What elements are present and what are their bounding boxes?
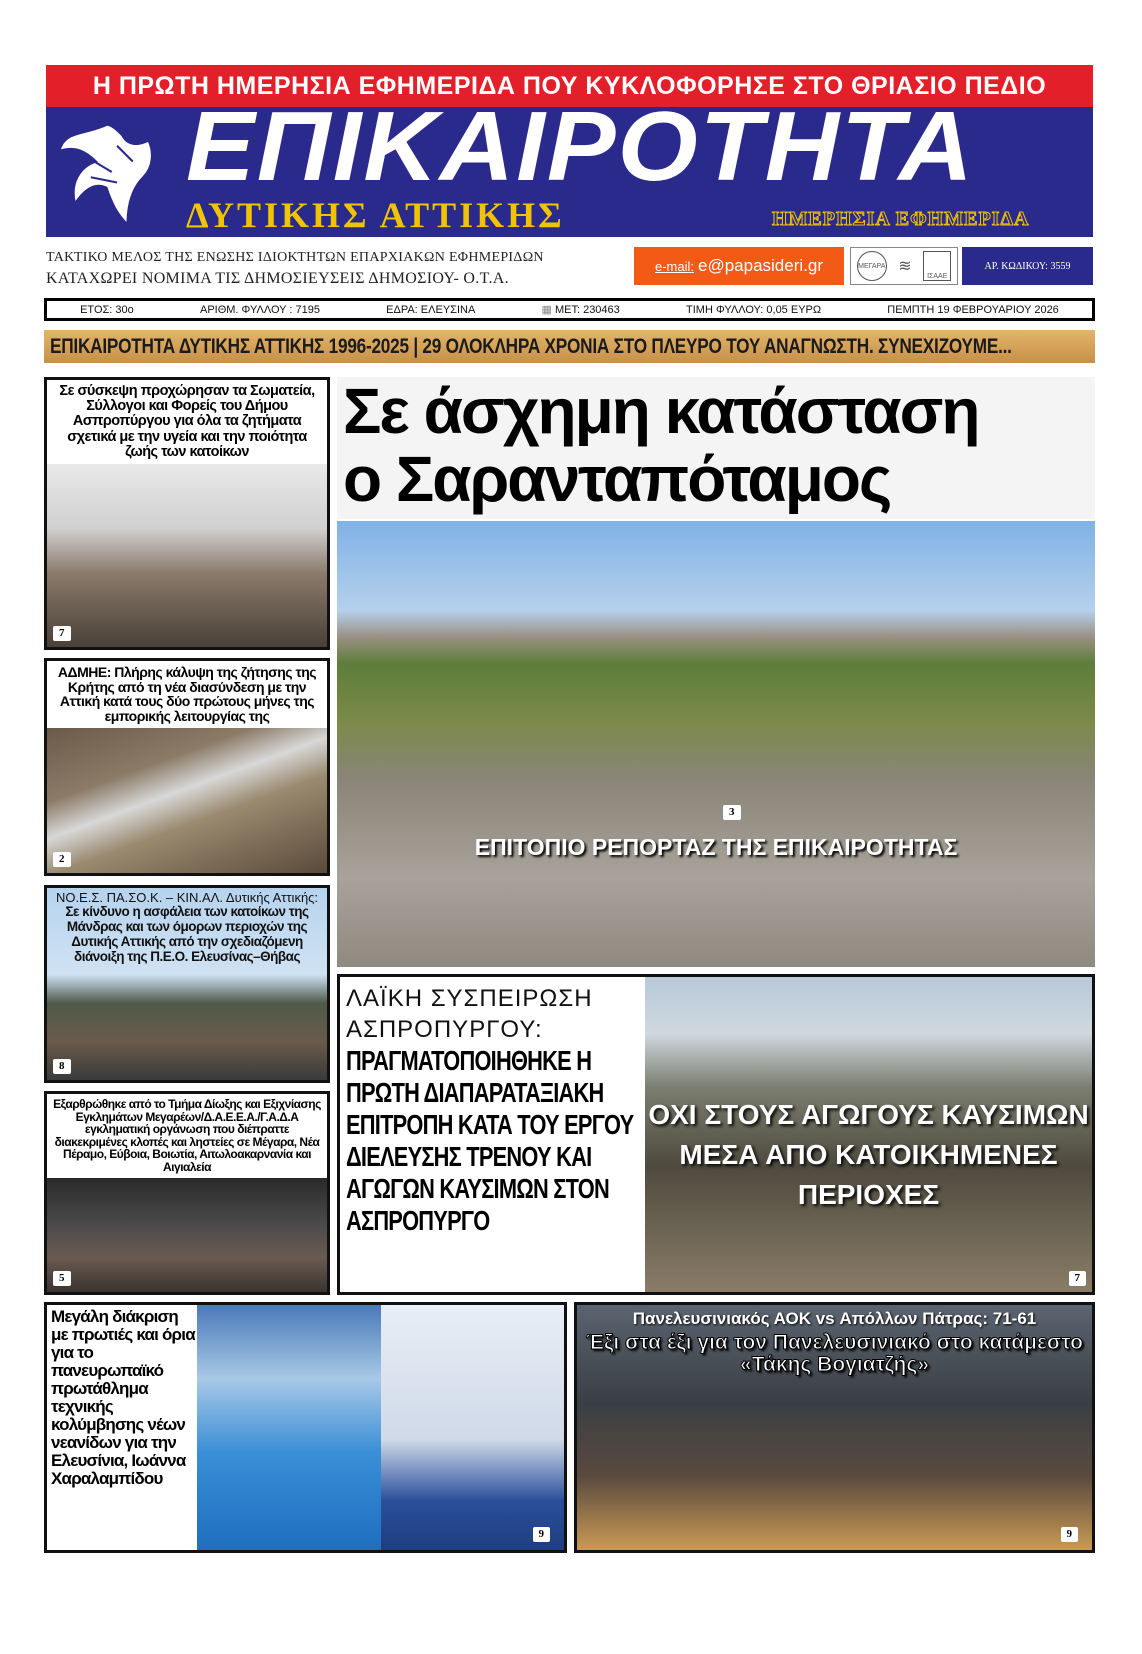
article-kicker: ΛΑΪΚΗ ΣΥΣΠΕΙΡΩΣΗ ΑΣΠΡΟΠΥΡΓΟΥ:: [346, 985, 593, 1043]
stamp-isaae-icon: ΙΣΑΑΕ: [923, 251, 951, 281]
substation-photo: [47, 728, 327, 873]
date: ΠΕΜΠΤΗ 19 ΦΕΒΡΟΥΑΡΙΟΥ 2026: [887, 303, 1059, 316]
seat: ΕΔΡΑ: ΕΛΕΥΣΙΝΑ: [386, 303, 476, 316]
stamps: [850, 247, 958, 285]
code-box: ΑΡ. ΚΩΔΙΚΟΥ: 3559: [962, 247, 1093, 285]
met-number: [542, 303, 620, 316]
waves-icon: ≋: [898, 258, 912, 275]
pipeline-article[interactable]: [337, 974, 1095, 1295]
newspaper-subtitle: ΔΥΤΙΚΗΣ ΑΤΤΙΚΗΣ: [186, 195, 565, 235]
issue-meta-bar: [44, 298, 1095, 321]
email-box[interactable]: [634, 247, 844, 285]
masthead: [46, 107, 1093, 237]
issue-number: ΑΡΙΘΜ. ΦΥΛΛΟΥ : 7195: [199, 303, 320, 316]
article-headline: Μεγάλη διάκριση με πρωτιές και όρια για το πανευρωπαϊκό πρωτάθλημα τεχνικής κολύμβησης νέων νεανίδων για την Ελευσίνια, Ιωάννα Χαραλαμπίδου: [51, 1307, 195, 1488]
photo-caption: ΟΧΙ ΣΤΟΥΣ ΑΓΩΓΟΥΣ ΚΑΥΣΙΜΩΝ ΜΕΣΑ ΑΠΟ ΚΑΤΟΙΚΗΜΕΝΕΣ ΠΕΡΙΟΧΕΣ: [648, 1099, 1089, 1210]
article-headline: Σε σύσκεψη προχώρησαν τα Σωματεία, Σύλλογοι και Φορείς του Δήμου Ασπροπύργου για όλα τα ζητήματα σχετικά με την υγεία και την ποιότητα ζωής των κατοίκων: [47, 380, 327, 464]
article-headline: ΑΔΜΗΕ: Πλήρης κάλυψη της ζήτησης της Κρήτης από τη νέα διασύνδεση με την Αττική κατά τους δύο πρώτους μήνες της εμπορικής λειτουργίας της: [47, 661, 327, 728]
article-headline: Έξι στα έξι για τον Πανελευσινιακό στο κατάμεστο «Τάκης Βογιατζής»: [586, 1331, 1083, 1376]
photo-caption: ΕΠΙΤΟΠΙΟ ΡΕΠΟΡΤΑΖ ΤΗΣ ΕΠΙΚΑΙΡΟΤΗΤΑΣ: [474, 834, 958, 860]
stamp-megara-icon: ΜΕΓΑΡΑ: [857, 251, 887, 281]
tagline: Η ΠΡΩΤΗ ΗΜΕΡΗΣΙΑ ΕΦΗΜΕΡΙΔΑ ΠΟΥ ΚΥΚΛΟΦΟΡΗΣΕ ΣΤΟ ΘΡΙΑΣΙΟ ΠΕΔΙΟ: [92, 71, 1047, 100]
article-headline: Σε κίνδυνο η ασφάλεια των κατοίκων της Μάνδρας και των όμορων περιοχών της Δυτικής Αττικής από την σχεδιαζόμενη διάνοιξη της Π.Ε.Ο. Ελευσίνας–Θήβας: [65, 904, 309, 964]
score-line: Πανελευσινιακός ΑΟΚ vs Απόλλων Πάτρας: 71-61: [632, 1309, 1037, 1328]
page-number: 9: [1061, 1527, 1079, 1542]
sidebar-article-2[interactable]: [44, 658, 330, 876]
info-row: [46, 247, 1093, 293]
lead-headline-line1: Σε άσχημη κατάσταση: [343, 375, 979, 447]
swimmer-pool-photo: [197, 1305, 381, 1550]
lead-headline[interactable]: [337, 377, 1095, 519]
sidebar-article-3[interactable]: [44, 885, 330, 1083]
seized-items-photo: [47, 1178, 327, 1292]
pipeline-photo: [645, 977, 1092, 1292]
page-number: 8: [53, 1059, 71, 1074]
page-number: 2: [53, 852, 71, 867]
anniversary-banner: [44, 330, 1095, 363]
daily-label: ΗΜΕΡΗΣΙΑ ΕΦΗΜΕΡΙΔΑ: [772, 208, 1030, 230]
article-headline: ΠΡΑΓΜΑΤΟΠΟΙΗΘΗΚΕ Η ΠΡΩΤΗ ΔΙΑΠΑΡΑΤΑΞΙΑΚΗ ΕΠΙΤΡΟΠΗ ΚΑΤΑ ΤΟΥ ΕΡΓΟΥ ΔΙΕΛΕΥΣΗΣ ΤΡΕΝΟΥ ΚΑΙ ΑΓΩΓΩΝ ΚΑΥΣΙΜΩΝ ΣΤΟΝ ΑΣΠΡΟΠΥΡΓΟ: [346, 1045, 634, 1236]
page-number: 9: [533, 1527, 551, 1542]
sidebar-article-4[interactable]: [44, 1091, 330, 1295]
tagline-bar: [46, 65, 1093, 107]
swimmer-podium-photo: [381, 1305, 564, 1550]
lead-headline-line2: ο Σαρανταπόταμος: [343, 443, 891, 515]
basketball-article[interactable]: [574, 1302, 1095, 1553]
legal-line: ΚΑΤΑΧΩΡΕΙ ΝΟΜΙΜΑ ΤΙΣ ΔΗΜΟΣΙΕΥΣΕΙΣ ΔΗΜΟΣΙΟΥ- Ο.Τ.Α.: [46, 270, 509, 287]
page-number: 7: [53, 626, 71, 641]
email-address[interactable]: e@papasideri.gr: [698, 256, 823, 275]
banner-text: ΕΠΙΚΑΙΡΟΤΗΤΑ ΔΥΤΙΚΗΣ ΑΤΤΙΚΗΣ 1996-2025 | 29 ΟΛΟΚΛΗΡΑ ΧΡΟΝΙΑ ΣΤΟ ΠΛΕΥΡΟ ΤΟΥ ΑΝΑΓΝΩΣΤΗ. ΣΥΝΕΧΙΖΟΥΜΕ...: [50, 334, 1012, 358]
mandra-photo: [47, 968, 327, 1080]
eagle-logo-icon: [54, 113, 159, 231]
article-headline: Εξαρθρώθηκε από το Τμήμα Δίωξης και Εξιχνίασης Εγκλημάτων Μεγαρέων/Δ.Α.Ε.Ε.Α./Γ.Α.Δ.Α εγκληματική οργάνωση που διέπραττε διακεκριμένες κλοπές και ληστείες σε Μέγαρα, Νέα Πέραμο, Εύβοια, Βοιωτία, Αιτωλοακαρνανία και Αιγιαλεία: [47, 1094, 327, 1178]
page-number: 7: [1069, 1271, 1087, 1286]
book-icon: ▦: [541, 304, 555, 316]
year: ΕΤΟΣ: 30ο: [80, 303, 134, 316]
article-text: [47, 888, 327, 968]
price: ΤΙΜΗ ΦΥΛΛΟΥ: 0,05 ΕΥΡΩ: [686, 303, 822, 316]
page-number: 5: [53, 1271, 71, 1286]
river-photo: [337, 521, 1095, 967]
member-line: ΤΑΚΤΙΚΟ ΜΕΛΟΣ ΤΗΣ ΕΝΩΣΗΣ ΙΔΙΟΚΤΗΤΩΝ ΕΠΑΡΧΙΑΚΩΝ ΕΦΗΜΕΡΙΔΩΝ: [46, 250, 544, 265]
newspaper-title: ΕΠΙΚΑΙΡΟΤΗΤΑ: [186, 107, 975, 201]
email-label: e-mail:: [654, 258, 694, 274]
page-number: 3: [723, 805, 741, 820]
article-text: [340, 977, 645, 1292]
swimming-article[interactable]: [44, 1302, 567, 1553]
article-kicker: ΝΟ.Ε.Σ. ΠΑ.ΣΟ.Κ. – ΚΙΝ.ΑΛ. Δυτικής Αττικής:: [55, 890, 319, 905]
meeting-photo: [47, 464, 327, 647]
met-value: ΜΕΤ: 230463: [554, 304, 620, 316]
sidebar-article-1[interactable]: [44, 377, 330, 650]
